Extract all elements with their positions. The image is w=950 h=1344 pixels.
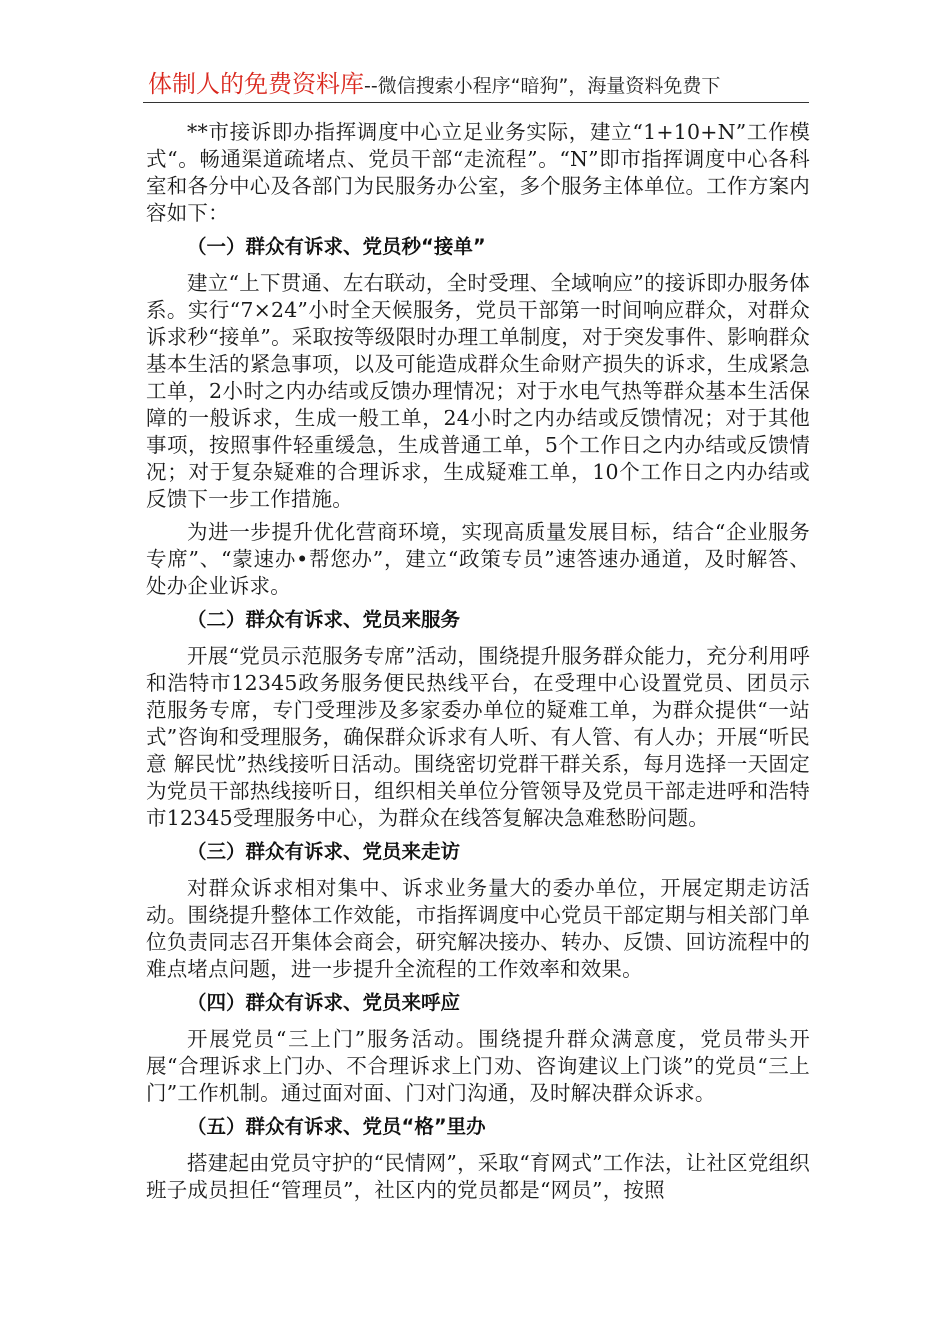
header-tagline: --微信搜索小程序“暗狗”，海量资料免费下 xyxy=(364,75,721,97)
section-heading: （五）群众有诉求、党员“格”里办 xyxy=(187,1115,486,1138)
section-3 xyxy=(146,838,810,983)
section-paragraph: 建立“上下贯通、左右联动，全时受理、全域响应”的接诉即办服务体系。实行“7×24”小时全天候服务，党员干部第一时间响应群众，对群众诉求秒“接单”。采取按等级限时办理工单制度，对于突发事件、影响群众基本生活的紧急事项，以及可能造成群众生命财产损失的诉求，生成紧急工单，2小时之内办结或反馈办理情况；对于水电气热等群众基本生活保障的一般诉求，生成一般工单，24小时之内办结或反馈情况；对于其他事项，按照事件轻重缓急，生成普通工单，5个工作日之内办结或反馈情况；对于复杂疑难的合理诉求，生成疑难工单，10个工作日之内办结或反馈下一步工作措施。 xyxy=(146,271,810,511)
document-body xyxy=(146,119,810,1210)
header-brand: 体制人的免费资料库 xyxy=(148,70,364,98)
section-1 xyxy=(146,233,810,600)
header-divider xyxy=(143,102,809,103)
section-paragraph: 开展“党员示范服务专席”活动，围绕提升服务群众能力，充分利用呼和浩特市12345政务服务便民热线平台，在受理中心设置党员、团员示范服务专席，专门受理涉及多家委办单位的疑难工单，为群众提供“一站式”咨询和受理服务，确保群众诉求有人听、有人管、有人办；开展“听民意 解民忧”热线接听日活动。围绕密切党群干群关系，每月选择一天固定为党员干部热线接听日，组织相关单位分管领导及党员干部走进呼和浩特市12345受理服务中心，为群众在线答复解决急难愁盼问题。 xyxy=(146,644,810,830)
section-heading: （三）群众有诉求、党员来走访 xyxy=(187,840,461,863)
intro-paragraph: **市接诉即办指挥调度中心立足业务实际，建立“1+10+N”工作模式“。畅通渠道疏堵点、党员干部“走流程”。“N”即市指挥调度中心各科室和各分中心及各部门为民服务办公室，多个服务主体单位。工作方案内容如下： xyxy=(146,120,810,225)
section-paragraph: 对群众诉求相对集中、诉求业务量大的委办单位，开展定期走访活动。围绕提升整体工作效能，市指挥调度中心党员干部定期与相关部门单位负责同志召开集体会商会，研究解决接办、转办、反馈、回访流程中的难点堵点问题，进一步提升全流程的工作效率和效果。 xyxy=(146,876,810,981)
section-paragraph: 搭建起由党员守护的“民情网”，采取“育网式”工作法，让社区党组织班子成员担任“管理员”，社区内的党员都是“网员”，按照 xyxy=(146,1151,810,1202)
section-paragraph: 为进一步提升优化营商环境，实现高质量发展目标，结合“企业服务专席”、“蒙速办•帮您办”，建立“政策专员”速答速办通道，及时解答、处办企业诉求。 xyxy=(146,520,810,598)
section-5 xyxy=(146,1113,810,1204)
section-heading: （一）群众有诉求、党员秒“接单” xyxy=(187,235,486,258)
section-paragraph: 开展党员“三上门”服务活动。围绕提升群众满意度，党员带头开展“合理诉求上门办、不合理诉求上门劝、咨询建议上门谈”的党员“三上门”工作机制。通过面对面、门对门沟通，及时解决群众诉求。 xyxy=(146,1027,810,1105)
section-2 xyxy=(146,606,810,832)
page-header xyxy=(148,68,808,102)
section-heading: （四）群众有诉求、党员来呼应 xyxy=(187,991,461,1014)
section-heading: （二）群众有诉求、党员来服务 xyxy=(187,608,461,631)
section-4 xyxy=(146,989,810,1107)
